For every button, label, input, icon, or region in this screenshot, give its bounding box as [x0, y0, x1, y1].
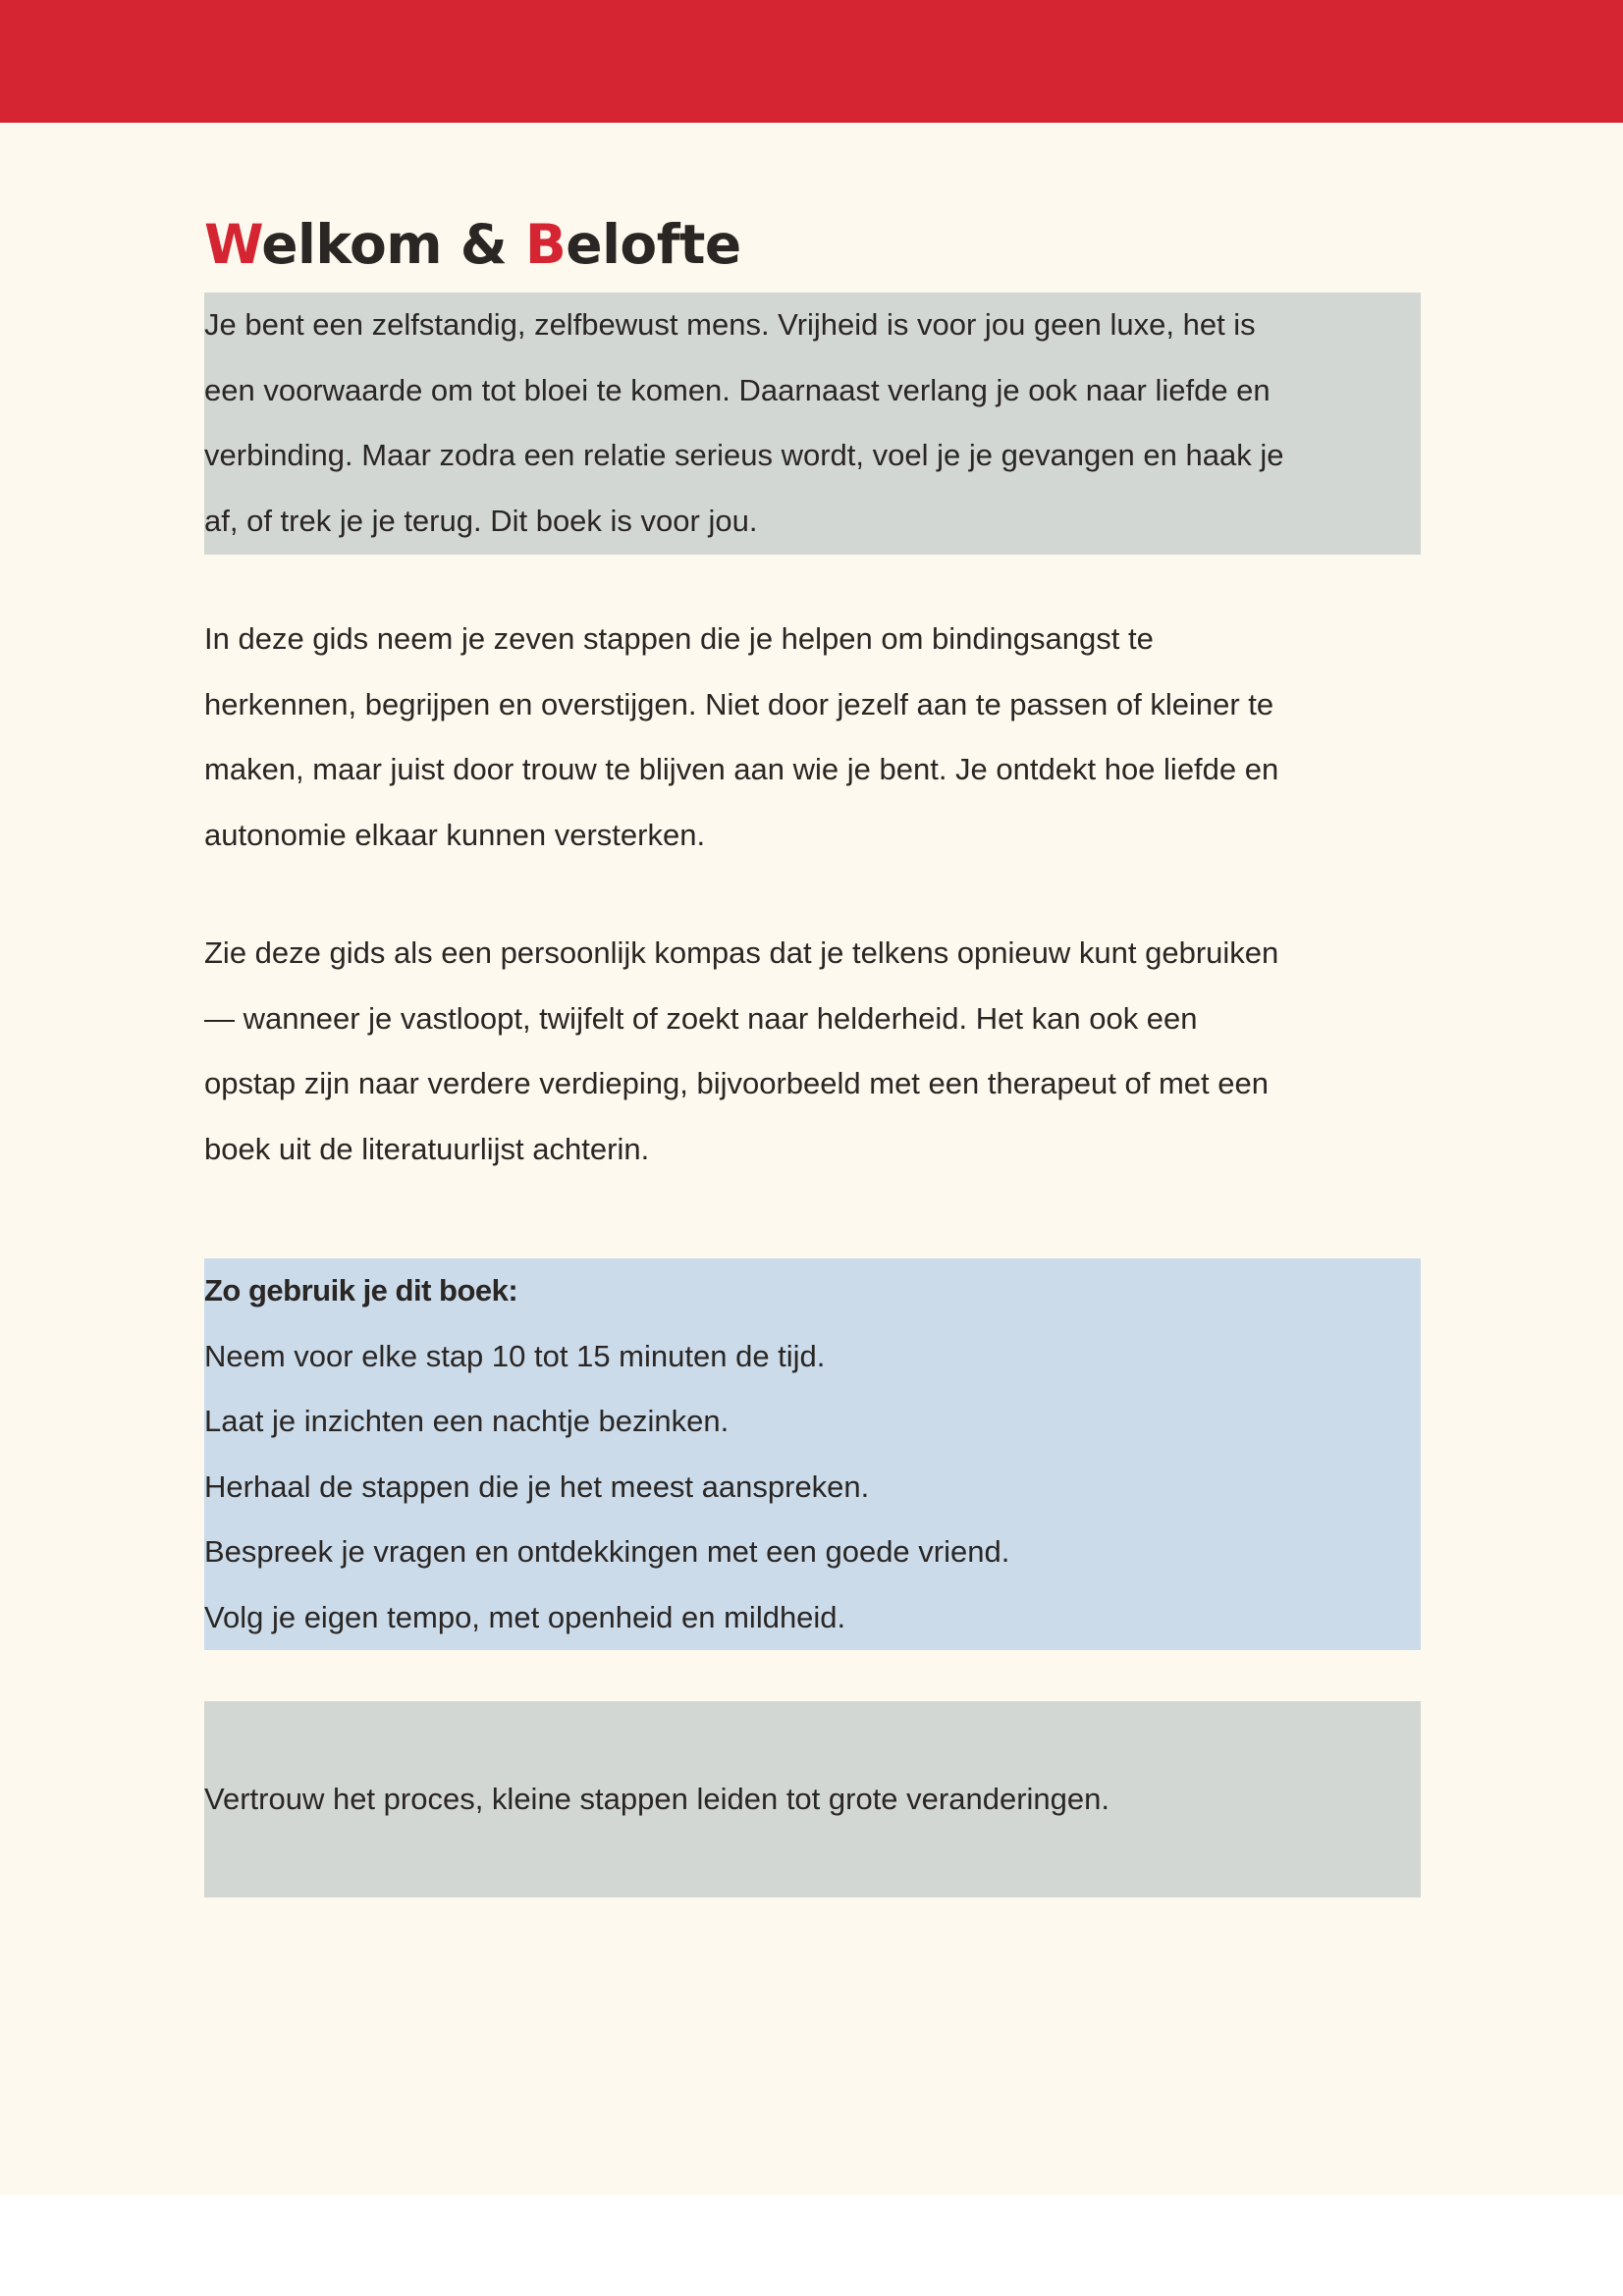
title-ampersand: & [442, 213, 525, 276]
how-to-use-item: Herhaal de stappen die je het meest aanspreken. [204, 1468, 870, 1504]
paragraph-compass [204, 921, 1421, 1183]
how-to-use-box [204, 1258, 1421, 1650]
paragraph-line: In deze gids neem je zeven stappen die je helpen om bindingsangst te [204, 621, 1154, 656]
paragraph-line: maken, maar juist door trouw te blijven aan wie je bent. Je ontdekt hoe liefde en [204, 752, 1279, 786]
closing-quote-box [204, 1701, 1421, 1897]
paragraph-seven-steps [204, 607, 1421, 869]
page-title [204, 196, 1421, 293]
paragraph-line: herkennen, begrijpen en overstijgen. Niet door jezelf aan te passen of kleiner te [204, 686, 1274, 721]
intro-line: af, of trek je je terug. Dit boek is voor jou. [204, 503, 758, 538]
intro-line: Je bent een zelfstandig, zelfbewust mens. Vrijheid is voor jou geen luxe, het is [204, 307, 1256, 342]
closing-quote: Vertrouw het proces, kleine stappen leiden tot grote veranderingen. [204, 1781, 1109, 1816]
title-initial-b: B [524, 213, 567, 276]
paragraph-line: autonomie elkaar kunnen versterken. [204, 817, 706, 852]
content-column [204, 196, 1421, 1897]
title-initial-w: W [204, 213, 262, 276]
paragraph-line: boek uit de literatuurlijst achterin. [204, 1131, 650, 1166]
title-word-rest-2: elofte [566, 213, 741, 276]
how-to-use-heading: Zo gebruik je dit boek: [204, 1273, 518, 1308]
paragraph-line: opstap zijn naar verdere verdieping, bijvoorbeeld met een therapeut of met een [204, 1066, 1269, 1100]
paragraph-line: Zie deze gids als een persoonlijk kompas dat je telkens opnieuw kunt gebruiken [204, 935, 1279, 970]
how-to-use-item: Bespreek je vragen en ontdekkingen met een goede vriend. [204, 1534, 1010, 1569]
intro-line: een voorwaarde om tot bloei te komen. Daarnaast verlang je ook naar liefde en [204, 372, 1271, 407]
title-word-rest: elkom [261, 213, 443, 276]
intro-line: verbinding. Maar zodra een relatie serieus wordt, voel je je gevangen en haak je [204, 438, 1284, 472]
how-to-use-item: Neem voor elke stap 10 tot 15 minuten de tijd. [204, 1338, 826, 1373]
header-band [0, 0, 1623, 123]
paragraph-line: — wanneer je vastloopt, twijfelt of zoekt naar helderheid. Het kan ook een [204, 1000, 1198, 1036]
how-to-use-item: Volg je eigen tempo, met openheid en mildheid. [204, 1599, 846, 1634]
intro-box [204, 293, 1421, 555]
how-to-use-item: Laat je inzichten een nachtje bezinken. [204, 1404, 730, 1438]
